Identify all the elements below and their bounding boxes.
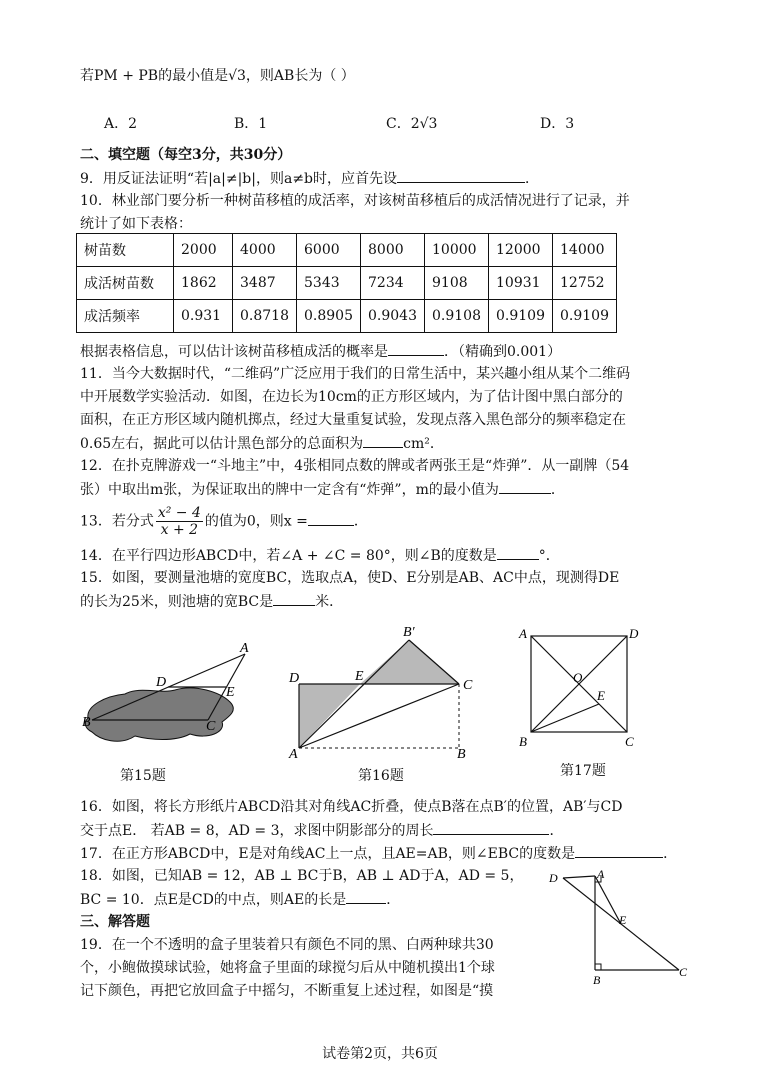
table-cell: 12000	[489, 234, 553, 267]
table-cell: 4000	[233, 234, 297, 267]
q15-blank	[273, 591, 315, 606]
figure-17-caption: 第17题	[560, 763, 606, 779]
q16-line2	[80, 820, 563, 841]
q18-line1: 18．如图，已知AB = 12，AB ⊥ BC于B，AB ⊥ AD于A，AD = 5，	[80, 868, 524, 884]
label-d: D	[156, 675, 167, 690]
q13-a: 13．若分式	[80, 513, 154, 530]
q8-text: 若PM + PB的最小值是√3，则AB长为（ ）	[80, 68, 355, 84]
q14-a: 14．在平行四边形ABCD中，若∠A + ∠C = 80°，则∠B的度数是	[80, 548, 497, 564]
q18-line2	[80, 889, 400, 910]
label-a: A	[519, 626, 527, 641]
q19-line2: 个，小鲍做摸球试验，她将盒子里面的球搅匀后从中随机摸出1个球	[80, 960, 495, 976]
q10-after-b: ．（精确到0.001）	[444, 344, 562, 360]
q10-blank	[388, 341, 444, 356]
table-cell: 6000	[297, 234, 361, 267]
label-c: C	[463, 678, 473, 693]
q18-line2b: ．	[386, 892, 401, 908]
q8-option-d: D．3	[540, 116, 575, 132]
q15-line2b: 米．	[315, 594, 344, 610]
q19-line1: 19．在一个不透明的盒子里装着只有颜色不同的黑、白两种球共30	[80, 937, 494, 953]
q13-fraction	[156, 505, 203, 538]
q13-b: 的值为0，则x =	[204, 513, 308, 530]
q11-line3: 面积，在正方形区域内随机掷点，经过大量重复试验，发现点落入黑色部分的频率稳定在	[80, 412, 626, 428]
table-cell: 0.9043	[361, 300, 425, 333]
figure-18	[545, 866, 695, 992]
q16-line2a: 交于点E． 若AB = 8，AD = 3，求图中阴影部分的周长	[80, 823, 434, 839]
table-cell: 0.9108	[425, 300, 489, 333]
label-a: A	[289, 747, 298, 762]
table-cell: 成活树苗数	[77, 267, 174, 300]
q18-line2a: BC = 10．点E是CD的中点，则AE的长是	[80, 892, 347, 908]
figure-15	[80, 636, 260, 756]
table-cell: 8000	[361, 234, 425, 267]
q16-blank	[433, 820, 549, 835]
label-e: E	[619, 913, 627, 927]
label-b: B	[593, 973, 601, 987]
q9-blank	[397, 168, 525, 183]
table-cell: 成活频率	[77, 300, 174, 333]
q15-line1: 15．如图，要测量池塘的宽度BC，选取点A，使D、E分别是AB、AC中点，现测得DE	[80, 570, 620, 586]
q12-line1: 12．在扑克牌游戏一“斗地主”中，4张相同点数的牌或者两张王是“炸弹”．从一副牌（54	[80, 458, 630, 474]
figure-16	[285, 622, 485, 762]
frequency-table	[76, 233, 617, 333]
q15-line2	[80, 591, 343, 612]
table-cell: 7234	[361, 267, 425, 300]
table-cell: 10000	[425, 234, 489, 267]
table-row	[77, 300, 617, 333]
q13-numerator: x² − 4	[157, 505, 201, 521]
q16-line2b: ．	[549, 823, 564, 839]
q19-line3: 记下颜色，再把它放回盒子中摇匀，不断重复上述过程，如图是“摸	[80, 983, 494, 999]
label-o: O	[573, 670, 583, 685]
table-cell: 10931	[489, 267, 553, 300]
q13-text	[80, 505, 368, 538]
label-b-prime: B′	[403, 625, 415, 640]
table-cell: 12752	[553, 267, 617, 300]
q14-blank	[497, 545, 539, 560]
table-cell: 5343	[297, 267, 361, 300]
figure-17	[515, 626, 645, 756]
label-b: B	[82, 715, 91, 730]
label-d: D	[549, 871, 558, 885]
label-b: B	[519, 734, 527, 749]
q12-line2a: 张）中取出m张，为保证取出的牌中一定含有“炸弹”，m的最小值为	[80, 482, 499, 498]
q17-a: 17．在正方形ABCD中，E是对角线AC上一点，且AE=AB，则∠EBC的度数是	[80, 846, 576, 862]
label-e: E	[355, 669, 364, 684]
q17-text	[80, 843, 677, 864]
q12-blank	[499, 479, 551, 494]
section3-title: 三、解答题	[80, 914, 150, 930]
q11-line4	[80, 433, 444, 454]
table-cell: 0.8718	[233, 300, 297, 333]
q11-line2: 中开展数学实验活动．如图，在边长为10cm的正方形区域内，为了估计图中黑白部分的	[80, 389, 623, 405]
q11-line4b: cm²．	[403, 436, 444, 452]
q14-b: °．	[538, 548, 560, 564]
table-cell: 2000	[174, 234, 233, 267]
q8-option-a: A．2	[104, 116, 138, 132]
q11-blank	[363, 433, 403, 448]
q13-blank	[308, 511, 354, 526]
q11-line1: 11．当今大数据时代，“二维码”广泛应用于我们的日常生活中，某兴趣小组从某个二维码	[80, 366, 631, 382]
q9-text: 9．用反证法证明“若|a|≠|b|，则a≠b时，应首先设 ．	[80, 168, 539, 189]
label-b: B	[457, 747, 466, 762]
q8-option-b: B．1	[234, 116, 268, 132]
q15-line2a: 的长为25米，则池塘的宽BC是	[80, 594, 274, 610]
table-cell: 0.931	[174, 300, 233, 333]
label-c: C	[625, 734, 634, 749]
table-cell: 3487	[233, 267, 297, 300]
label-a: A	[240, 641, 249, 656]
label-c: C	[206, 719, 216, 734]
q10-line2: 统计了如下表格：	[80, 216, 192, 232]
q10-line1: 10．林业部门要分析一种树苗移植的成活率，对该树苗移植后的成活情况进行了记录，并	[80, 193, 630, 209]
label-d: D	[289, 671, 300, 686]
table-cell: 树苗数	[77, 234, 174, 267]
q11-line4a: 0.65左右，据此可以估计黑色部分的总面积为	[80, 436, 364, 452]
table-cell: 14000	[553, 234, 617, 267]
q17-blank	[575, 843, 663, 858]
label-d: D	[629, 626, 639, 641]
table-cell: 0.9109	[553, 300, 617, 333]
q13-c: ．	[353, 513, 368, 530]
figure-15-caption: 第15题	[120, 768, 166, 784]
page-footer: 试卷第2页，共6页	[322, 1046, 438, 1062]
q12-line2	[80, 479, 565, 500]
label-c: C	[679, 965, 688, 979]
table-row	[77, 234, 617, 267]
table-cell: 1862	[174, 267, 233, 300]
q12-line2b: ．	[550, 482, 565, 498]
q18-blank	[346, 889, 386, 904]
q17-b: ．	[663, 846, 678, 862]
q10-after-a: 根据表格信息，可以估计该树苗移植成活的概率是	[80, 344, 388, 360]
table-row	[77, 267, 617, 300]
q10-after-text	[80, 341, 561, 362]
q14-text	[80, 545, 560, 566]
table-cell: 0.9109	[489, 300, 553, 333]
q16-line1: 16．如图，将长方形纸片ABCD沿其对角线AC折叠，使点B落在点B′的位置，AB′与CD	[80, 799, 623, 815]
section2-title: 二、填空题（每空3分，共30分）	[80, 147, 292, 163]
q13-denominator: x + 2	[160, 522, 199, 538]
q8-option-c: C．2√3	[386, 116, 438, 132]
label-e: E	[226, 685, 235, 700]
label-e: E	[597, 688, 605, 703]
label-a: A	[597, 867, 605, 881]
q9-stem: 9．用反证法证明“若|a|≠|b|，则a≠b时，应首先设	[80, 171, 398, 187]
table-cell: 9108	[425, 267, 489, 300]
table-cell: 0.8905	[297, 300, 361, 333]
figure-16-caption: 第16题	[358, 768, 404, 784]
